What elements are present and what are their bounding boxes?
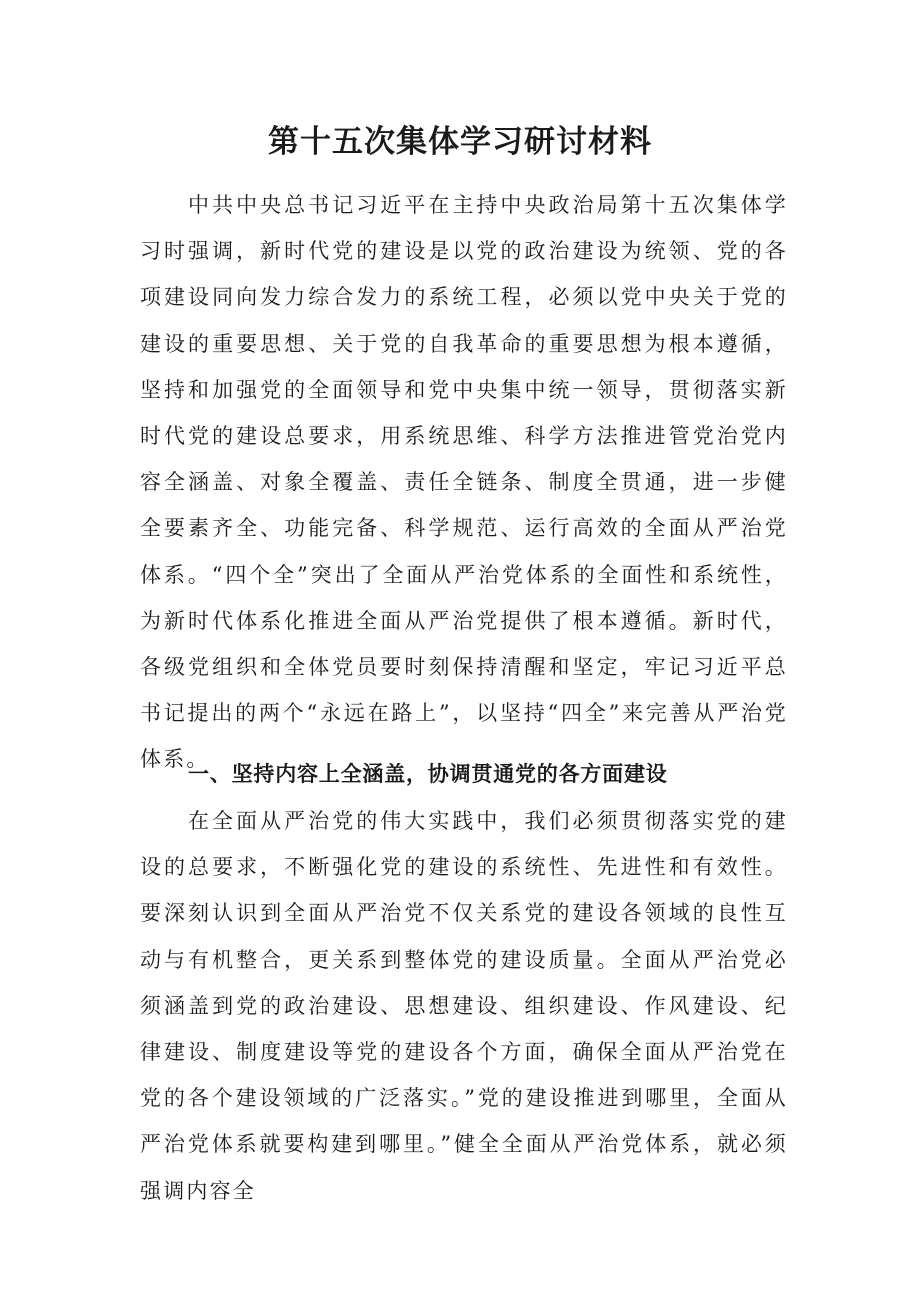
intro-paragraph: 中共中央总书记习近平在主持中央政治局第十五次集体学习时强调，新时代党的建设是以党的政治建设为统领、党的各项建设同向发力综合发力的系统工程，必须以党中央关于党的建设的重要思想、关于党的自我革命的重要思想为根本遵循，坚持和加强党的全面领导和党中央集中统一领导，贯彻落实新时代党的建设总要求，用系统思维、科学方法推进管党治党内容全涵盖、对象全覆盖、责任全链条、制度全贯通，进一步健全要素齐全、功能完备、科学规范、运行高效的全面从严治党体系。“四个全”突出了全面从严治党体系的全面性和系统性，为新时代体系化推进全面从严治党提供了根本遵循。新时代，各级党组织和全体党员要时刻保持清醒和坚定，牢记习近平总书记提出的两个“永远在路上”，以坚持“四全”来完善从严治党体系。	[140, 193, 788, 772]
section-heading: 一、坚持内容上全涵盖，协调贯通党的各方面建设	[188, 762, 668, 786]
document-title: 第十五次集体学习研讨材料	[268, 124, 652, 160]
section-paragraph: 在全面从严治党的伟大实践中，我们必须贯彻落实党的建设的总要求，不断强化党的建设的系统性、先进性和有效性。要深刻认识到全面从严治党不仅关系党的建设各领域的良性互动与有机整合，更关系到整体党的建设质量。全面从严治党必须涵盖到党的政治建设、思想建设、组织建设、作风建设、纪律建设、制度建设等党的建设各个方面，确保全面从严治党在党的各个建设领域的广泛落实。”党的建设推进到哪里，全面从严治党体系就要构建到哪里。”健全全面从严治党体系，就必须强调内容全	[140, 809, 788, 1203]
